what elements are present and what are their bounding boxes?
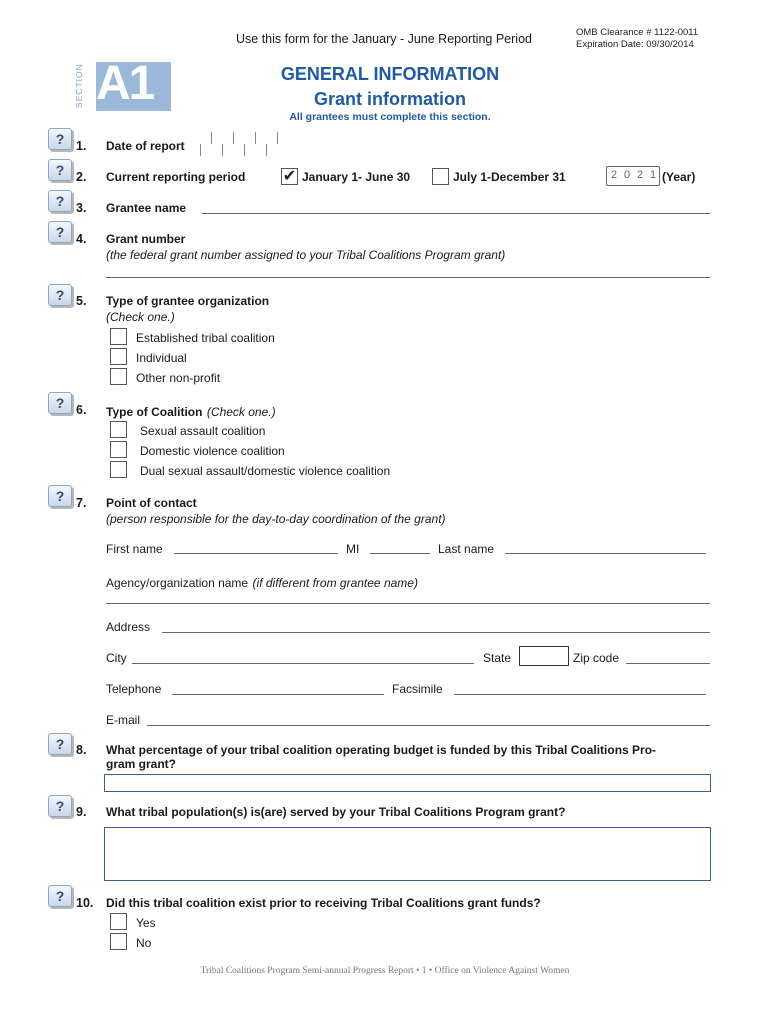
agency-input[interactable] — [106, 603, 710, 604]
yes-label: Yes — [136, 916, 156, 930]
year-digit: 1 — [650, 169, 657, 181]
help-icon[interactable]: ? — [48, 392, 72, 414]
jan-june-checkbox[interactable]: ✔ — [282, 168, 297, 185]
question-number: 7. — [76, 496, 87, 510]
help-icon[interactable]: ? — [48, 159, 72, 181]
omb-clearance: OMB Clearance # 1122-0011 — [576, 27, 699, 38]
option-checkbox[interactable] — [110, 368, 127, 385]
page-title: GENERAL INFORMATION — [280, 64, 500, 84]
section-label: SECTION — [74, 63, 84, 108]
question-number: 4. — [76, 232, 87, 246]
point-of-contact-hint: (person responsible for the day-to-day coordination of the grant) — [106, 512, 446, 526]
facsimile-input[interactable] — [454, 694, 706, 695]
point-of-contact-label: Point of contact — [106, 496, 197, 510]
email-label: E-mail — [106, 713, 141, 727]
jan-june-label: January 1- June 30 — [302, 170, 411, 184]
tribal-population-input[interactable] — [104, 827, 711, 881]
check-one-hint: (Check one.) — [106, 310, 175, 324]
grantee-name-input[interactable] — [202, 213, 710, 214]
budget-percentage-line1: What percentage of your tribal coalition operating budget is funded by this Tribal Coalitions Pro- — [106, 743, 657, 757]
option-label: Other non-profit — [136, 371, 221, 385]
option-checkbox[interactable] — [110, 348, 127, 365]
help-icon[interactable]: ? — [48, 128, 72, 150]
question-number: 10. — [76, 896, 94, 910]
grant-number-input[interactable] — [106, 277, 710, 278]
help-icon[interactable]: ? — [48, 284, 72, 306]
option-label: Dual sexual assault/domestic violence coalition — [140, 464, 391, 478]
agency-label: Agency/organization name — [106, 576, 249, 590]
check-one-hint: (Check one.) — [206, 405, 276, 419]
help-icon[interactable]: ? — [48, 221, 72, 243]
option-checkbox[interactable] — [110, 461, 127, 478]
page-footer: Tribal Coalitions Program Semi-annual Progress Report • 1 • Office on Violence Against Women — [200, 966, 570, 976]
question-number: 8. — [76, 743, 87, 757]
year-digit: 2 — [611, 169, 618, 181]
telephone-input[interactable] — [172, 694, 384, 695]
page-subtitle: Grant information — [314, 89, 466, 109]
coalition-type-label: Type of Coalition — [106, 405, 203, 419]
year-digit: 2 — [637, 169, 644, 181]
coalition-type-heading — [106, 403, 276, 421]
section-code: A1 — [96, 57, 154, 110]
option-label: Domestic violence coalition — [140, 444, 285, 458]
jul-dec-checkbox[interactable] — [432, 168, 449, 185]
grant-number-hint: (the federal grant number assigned to your Tribal Coalitions Program grant) — [106, 248, 506, 262]
grantee-name-label: Grantee name — [106, 201, 187, 215]
option-label: Sexual assault coalition — [140, 424, 266, 438]
question-number: 3. — [76, 201, 87, 215]
no-checkbox[interactable] — [110, 933, 127, 950]
no-label: No — [136, 936, 152, 950]
option-label: Established tribal coalition — [136, 331, 275, 345]
expiration-date: Expiration Date: 09/30/2014 — [576, 39, 694, 50]
year-digit: 0 — [624, 169, 631, 181]
tribal-population-question: What tribal population(s) is(are) served by your Tribal Coalitions Program grant? — [106, 805, 566, 819]
address-input[interactable] — [162, 632, 710, 633]
question-number: 9. — [76, 805, 87, 819]
city-input[interactable] — [132, 663, 474, 664]
first-name-label: First name — [106, 542, 163, 556]
question-number: 5. — [76, 294, 87, 308]
question-number: 2. — [76, 170, 87, 184]
reporting-period-label: Current reporting period — [106, 170, 246, 184]
date-of-report-field[interactable] — [200, 132, 290, 156]
facsimile-label: Facsimile — [392, 682, 443, 696]
help-icon[interactable]: ? — [48, 885, 72, 907]
date-of-report-label: Date of report — [106, 139, 185, 153]
jul-dec-label: July 1-December 31 — [453, 170, 566, 184]
zip-label: Zip code — [573, 651, 620, 665]
year-label: (Year) — [662, 170, 696, 184]
budget-percentage-input[interactable] — [104, 774, 711, 792]
help-icon[interactable]: ? — [48, 733, 72, 755]
grantee-org-type-label: Type of grantee organization — [106, 294, 270, 308]
email-input[interactable] — [147, 725, 710, 726]
first-name-input[interactable] — [174, 553, 338, 554]
question-number: 1. — [76, 139, 87, 153]
telephone-label: Telephone — [106, 682, 162, 696]
agency-hint: (if different from grantee name) — [252, 576, 418, 590]
option-checkbox[interactable] — [110, 328, 127, 345]
help-icon[interactable]: ? — [48, 485, 72, 507]
last-name-input[interactable] — [505, 553, 706, 554]
help-icon[interactable]: ? — [48, 190, 72, 212]
city-label: City — [106, 651, 127, 665]
last-name-label: Last name — [438, 542, 495, 556]
help-icon[interactable]: ? — [48, 795, 72, 817]
reporting-period-notice: Use this form for the January - June Reporting Period — [236, 32, 532, 46]
state-input[interactable] — [519, 646, 569, 666]
option-checkbox[interactable] — [110, 441, 127, 458]
address-label: Address — [106, 620, 151, 634]
agency-heading — [106, 574, 418, 592]
prior-existence-question: Did this tribal coalition exist prior to receiving Tribal Coalitions grant funds? — [106, 896, 541, 910]
grant-number-label: Grant number — [106, 232, 186, 246]
omb-info — [576, 27, 698, 51]
mi-input[interactable] — [370, 553, 430, 554]
completion-note: All grantees must complete this section. — [289, 111, 491, 123]
yes-checkbox[interactable] — [110, 913, 127, 930]
state-label: State — [483, 651, 512, 665]
year-field[interactable] — [606, 166, 660, 186]
question-number: 6. — [76, 403, 87, 417]
option-checkbox[interactable] — [110, 421, 127, 438]
budget-percentage-question — [106, 743, 710, 771]
zip-input[interactable] — [626, 663, 710, 664]
budget-percentage-line2: gram grant? — [106, 757, 177, 771]
option-label: Individual — [136, 351, 187, 365]
mi-label: MI — [346, 542, 360, 556]
